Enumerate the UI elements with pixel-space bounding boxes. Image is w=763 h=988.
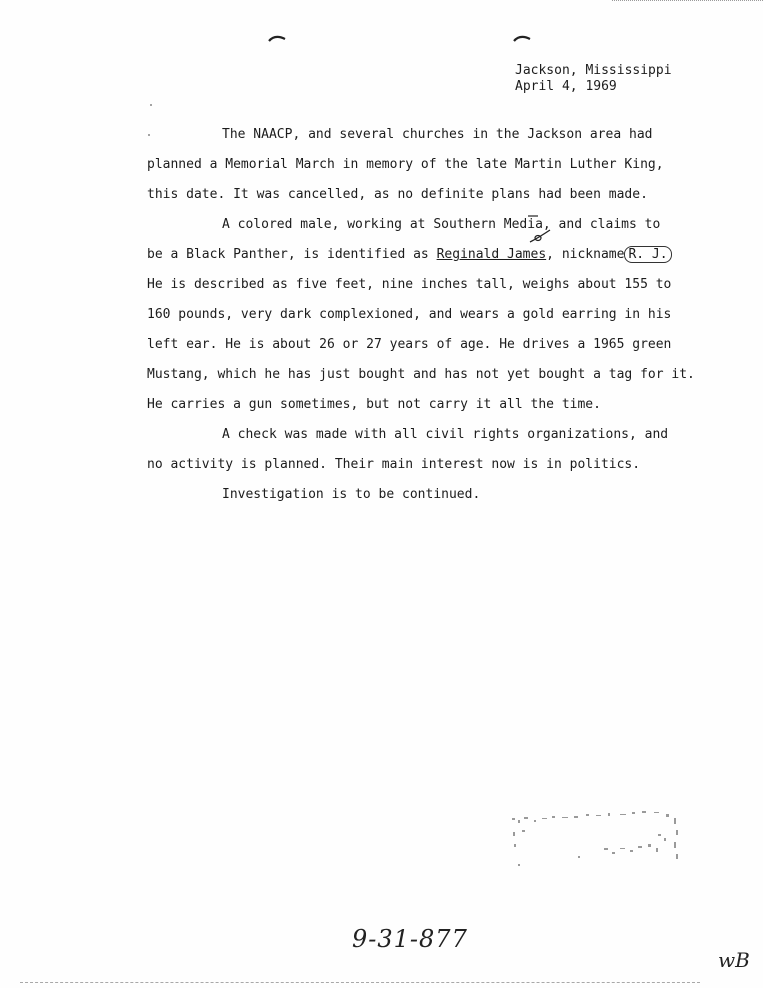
dateline [515,63,672,95]
location: Jackson, Mississippi [515,63,672,78]
paragraph-2-line-5: left ear. He is about 26 or 27 years of age. He drives a 1965 green [147,337,672,352]
punch-mark-right [513,34,531,42]
top-dotted-rule [612,0,763,3]
speck [150,104,152,106]
subject-name: Reginald James [436,247,547,262]
paragraph-2-line-1: A colored male, working at Southern Media, and claims to [222,217,661,232]
identified-text: be a Black Panther, is identified as [147,247,437,262]
handwritten-initials: wB [718,948,750,972]
paragraph-2-line-3: He is described as five feet, nine inches tall, weighs about 155 to [147,277,672,292]
paragraph-1-line-1: The NAACP, and several churches in the Jackson area had [222,127,653,142]
date: April 4, 1969 [515,79,617,94]
bottom-dotted-rule [20,982,700,985]
faded-receipt-stamp [508,808,684,870]
handwritten-correction-mark [526,212,552,244]
handwritten-file-number: 9-31-877 [352,925,468,953]
paragraph-2-line-2 [147,240,687,270]
paragraph-3-line-2: no activity is planned. Their main interest now is in politics. [147,457,641,472]
paragraph-1-line-3: this date. It was cancelled, as no definite plans had been made. [147,187,648,202]
paragraph-1-line-2: planned a Memorial March in memory of the late Martin Luther King, [147,157,664,172]
paragraph-2-line-6: Mustang, which he has just bought and has not yet bought a tag for it. [147,367,695,382]
paragraph-2-line-4: 160 pounds, very dark complexioned, and wears a gold earring in his [147,307,672,322]
paragraph-2-line-7: He carries a gun sometimes, but not carry it all the time. [147,397,601,412]
memo-body [147,120,695,510]
paragraph-4-line-1: Investigation is to be continued. [222,487,481,502]
subject-nickname: R. J. [624,246,671,263]
punch-mark-left [268,34,286,42]
paragraph-3-line-1: A check was made with all civil rights organizations, and [222,427,669,442]
nickname-label: , nickname [546,247,625,262]
